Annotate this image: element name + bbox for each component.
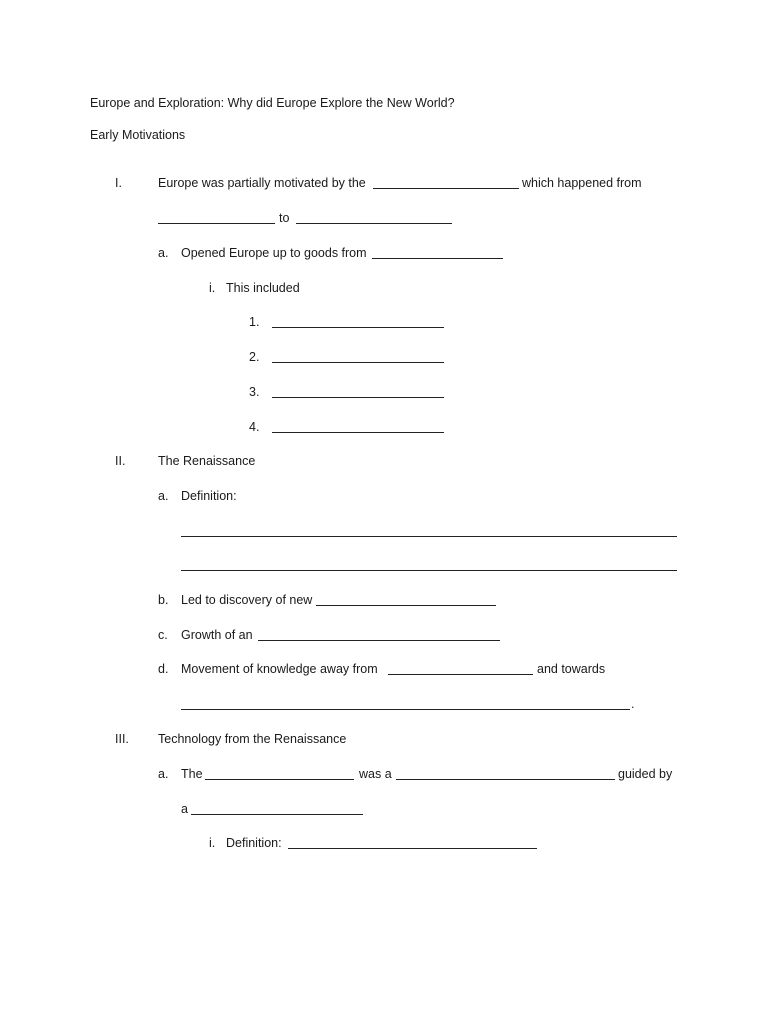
blank-line[interactable] bbox=[205, 779, 354, 780]
section-3-heading: Technology from the Renaissance bbox=[158, 732, 347, 746]
section-1-text: Europe was partially motivated by the bbox=[158, 176, 366, 190]
item-text: Movement of knowledge away from bbox=[181, 662, 378, 676]
blank-line[interactable] bbox=[258, 640, 500, 641]
section-subtitle: Early Motivations bbox=[90, 128, 186, 142]
blank-line[interactable] bbox=[272, 362, 444, 363]
blank-line[interactable] bbox=[296, 223, 452, 224]
section-2-heading: The Renaissance bbox=[158, 454, 256, 468]
item-label: a. bbox=[158, 489, 169, 503]
item-text-mid: was a bbox=[359, 767, 392, 781]
item-text: This included bbox=[226, 281, 300, 295]
page-title: Europe and Exploration: Why did Europe Explore the New World? bbox=[90, 96, 455, 110]
blank-line[interactable] bbox=[373, 188, 519, 189]
item-text: The bbox=[181, 767, 203, 781]
blank-line[interactable] bbox=[181, 709, 630, 710]
list-number: 3. bbox=[249, 385, 260, 399]
item-text: a bbox=[181, 802, 188, 816]
item-text: Definition: bbox=[226, 836, 282, 850]
item-text-after: guided by bbox=[618, 767, 673, 781]
blank-line[interactable] bbox=[181, 536, 677, 537]
item-label: d. bbox=[158, 662, 169, 676]
blank-line[interactable] bbox=[388, 674, 533, 675]
item-text: Opened Europe up to goods from bbox=[181, 246, 367, 260]
blank-line[interactable] bbox=[272, 432, 444, 433]
section-1-text-after: which happened from bbox=[522, 176, 642, 190]
blank-line[interactable] bbox=[372, 258, 503, 259]
list-number: 2. bbox=[249, 350, 260, 364]
blank-line[interactable] bbox=[158, 223, 275, 224]
item-text: Led to discovery of new bbox=[181, 593, 313, 607]
item-label: a. bbox=[158, 767, 169, 781]
item-label: i. bbox=[209, 836, 216, 850]
list-number: 4. bbox=[249, 420, 260, 434]
period: . bbox=[631, 697, 635, 711]
blank-line[interactable] bbox=[272, 327, 444, 328]
item-label: a. bbox=[158, 246, 169, 260]
item-label: b. bbox=[158, 593, 169, 607]
blank-line[interactable] bbox=[316, 605, 496, 606]
blank-line[interactable] bbox=[191, 814, 363, 815]
section-1-number: I. bbox=[115, 176, 122, 190]
section-2-number: II. bbox=[115, 454, 126, 468]
section-1-to-text: to bbox=[279, 211, 290, 225]
blank-line[interactable] bbox=[288, 848, 537, 849]
blank-line[interactable] bbox=[396, 779, 615, 780]
blank-line[interactable] bbox=[181, 570, 677, 571]
section-3-number: III. bbox=[115, 732, 129, 746]
item-text-after: and towards bbox=[537, 662, 606, 676]
blank-line[interactable] bbox=[272, 397, 444, 398]
item-text: Growth of an bbox=[181, 628, 253, 642]
list-number: 1. bbox=[249, 315, 260, 329]
item-label: i. bbox=[209, 281, 216, 295]
item-text: Definition: bbox=[181, 489, 237, 503]
item-label: c. bbox=[158, 628, 168, 642]
